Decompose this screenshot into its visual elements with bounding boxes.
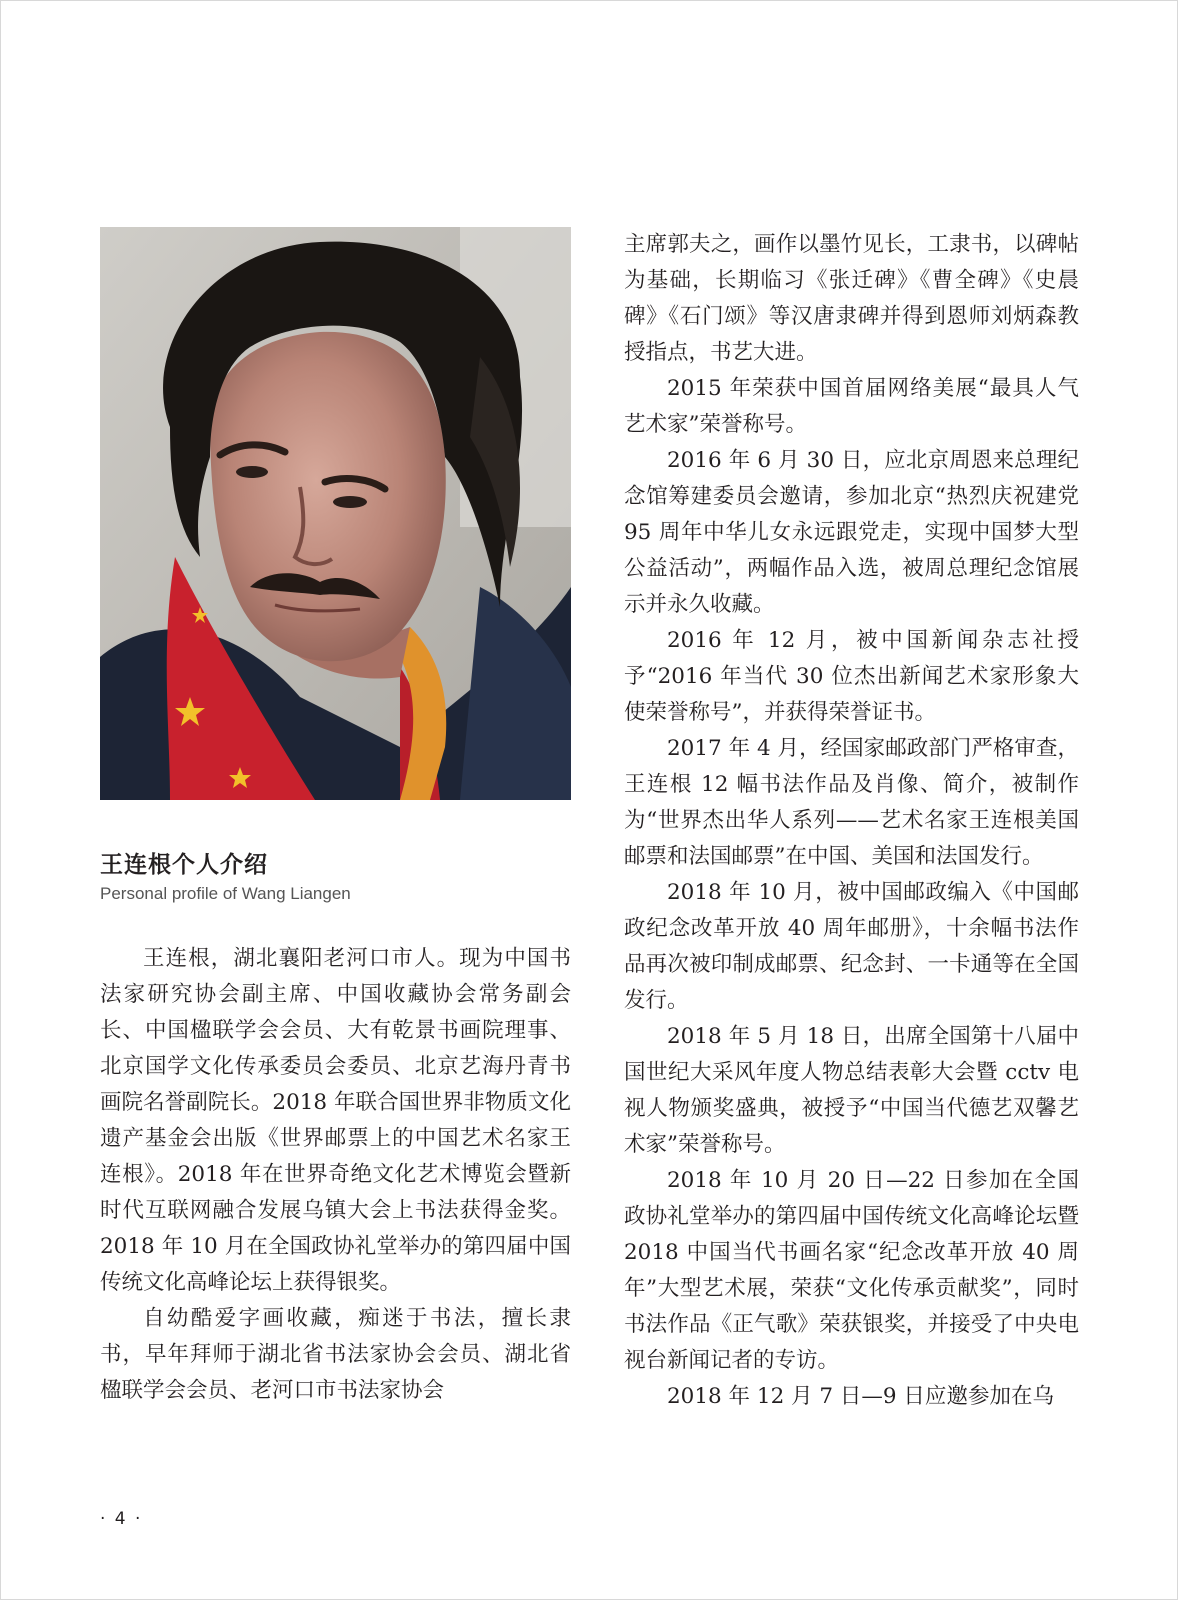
left-text-column — [100, 941, 571, 1409]
paragraph: 2018 年 12 月 7 日—9 日应邀参加在乌 — [667, 1384, 1054, 1409]
caption-title: 王连根个人介绍 — [100, 852, 268, 878]
right-text-column — [624, 227, 1079, 1415]
paragraph-continuation: 主席郭夫之，画作以墨竹见长，工隶书，以碑帖为基础，长期临习《张迁碑》《曹全碑》《史晨碑》《石门颂》等汉唐隶碑并得到恩师刘炳森教授指点，书艺大进。 — [624, 232, 1079, 365]
caption-subtitle: Personal profile of Wang Liangen — [100, 884, 351, 903]
paragraph: 2015 年荣获中国首届网络美展“最具人气艺术家”荣誉称号。 — [624, 376, 1079, 437]
paragraph: 2018 年 10 月 20 日—22 日参加在全国政协礼堂举办的第四届中国传统文化高峰论坛暨 2018 中国当代书画名家“纪念改革开放 40 周年”大型艺术展，荣获“文化传承贡献奖”，同时书法作品《正气歌》荣获银奖，并接受了中央电视台新闻记者的专访。 — [624, 1168, 1079, 1373]
paragraph: 自幼酷爱字画收藏，痴迷于书法，擅长隶书，早年拜师于湖北省书法家协会会员、湖北省楹联学会会员、老河口市书法家协会 — [100, 1306, 571, 1403]
paragraph: 2016 年 6 月 30 日，应北京周恩来总理纪念馆筹建委员会邀请，参加北京“热烈庆祝建党 95 周年中华儿女永远跟党走，实现中国梦大型公益活动”，两幅作品入选，被周总理纪念馆展示并永久收藏。 — [624, 448, 1079, 617]
paragraph: 2016 年 12 月，被中国新闻杂志社授予“2016 年当代 30 位杰出新闻艺术家形象大使荣誉称号”，并获得荣誉证书。 — [624, 628, 1079, 725]
paragraph: 2018 年 10 月，被中国邮政编入《中国邮政纪念改革开放 40 周年邮册》，十余幅书法作品再次被印制成邮票、纪念封、一卡通等在全国发行。 — [624, 880, 1079, 1013]
paragraph: 王连根，湖北襄阳老河口市人。现为中国书法家研究协会副主席、中国收藏协会常务副会长、中国楹联学会会员、大有乾景书画院理事、北京国学文化传承委员会委员、北京艺海丹青书画院名誉副院长。2018 年联合国世界非物质文化遗产基金会出版《世界邮票上的中国艺术名家王连根》。2018 年在世界奇绝文化艺术博览会暨新时代互联网融合发展乌镇大会上书法获得金奖。2018 年 10 月在全国政协礼堂举办的第四届中国传统文化高峰论坛上获得银奖。 — [100, 946, 571, 1295]
portrait-photo — [100, 227, 571, 800]
page-number: · 4 · — [100, 1509, 143, 1529]
paragraph: 2017 年 4 月，经国家邮政部门严格审查，王连根 12 幅书法作品及肖像、简介，被制作为“世界杰出华人系列——艺术名家王连根美国邮票和法国邮票”在中国、美国和法国发行。 — [624, 736, 1079, 869]
paragraph: 2018 年 5 月 18 日，出席全国第十八届中国世纪大采风年度人物总结表彰大会暨 cctv 电视人物颁奖盛典，被授予“中国当代德艺双馨艺术家”荣誉称号。 — [624, 1024, 1079, 1157]
